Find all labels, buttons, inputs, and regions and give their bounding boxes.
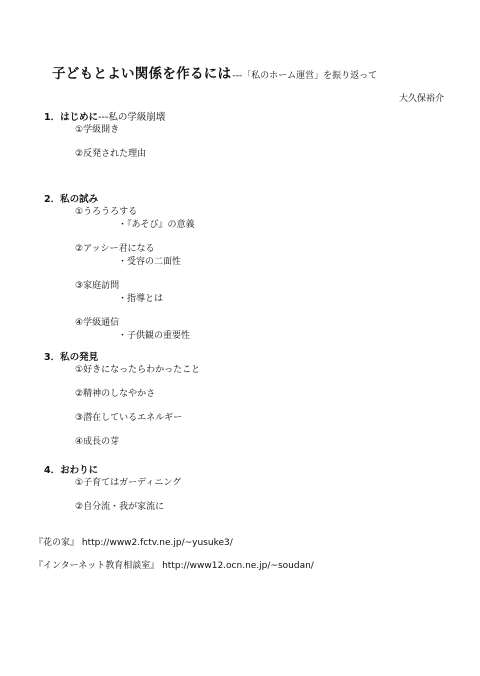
section-heading: 4．おわりに <box>44 465 99 476</box>
list-item: ③潜在しているエネルギー <box>75 413 183 423</box>
list-item: ①子育てはガーディニング <box>75 478 182 488</box>
list-item: ①うろうろする <box>75 207 138 217</box>
section-heading: 1．はじめに---私の学級崩壊 <box>44 112 166 123</box>
title-main: 子どもとよい関係を作るには <box>52 66 232 82</box>
section-heading: 2．私の試み <box>44 194 99 205</box>
list-subitem: ・子供観の重要性 <box>118 331 191 341</box>
list-subitem: ・受容の二面性 <box>118 257 182 267</box>
list-item: ②アッシー君になる <box>75 244 155 254</box>
list-item: ②自分流・我が家流に <box>75 502 165 512</box>
list-subitem: ・指導とは <box>118 294 164 304</box>
link-education-consultation[interactable] <box>34 558 314 571</box>
list-item: ②精神のしなやかさ <box>75 389 156 399</box>
list-item: ④成長の芽 <box>75 437 120 447</box>
section-heading-tail: ---私の学級崩壊 <box>98 112 166 123</box>
section-my-discoveries <box>44 351 200 449</box>
section-introduction <box>44 111 165 161</box>
list-item: ④学級通信 <box>75 318 120 328</box>
list-item: ②反発された理由 <box>75 149 147 159</box>
title-subtitle: ---「私のホーム運営」を振り返って <box>232 71 378 81</box>
document-title <box>52 62 377 82</box>
list-subitem: ・『あそび』の意義 <box>118 220 195 230</box>
link-name: 『花の家』 <box>34 538 80 548</box>
section-my-attempts <box>44 193 195 343</box>
list-item: ①好きになったらわかったこと <box>75 365 201 375</box>
section-conclusion <box>44 464 181 514</box>
section-heading: 3．私の発見 <box>44 352 99 363</box>
list-item: ③家庭訪問 <box>75 281 120 291</box>
link-url[interactable]: http://www12.ocn.ne.jp/~soudan/ <box>162 561 314 571</box>
link-url[interactable]: http://www2.fctv.ne.jp/~yusuke3/ <box>81 538 233 548</box>
link-name: 『インターネット教育相談室』 <box>34 561 160 571</box>
list-item: ①学級開き <box>75 125 120 135</box>
author-name: 大久保裕介 <box>398 94 444 104</box>
link-hana-no-ie[interactable] <box>34 535 233 548</box>
